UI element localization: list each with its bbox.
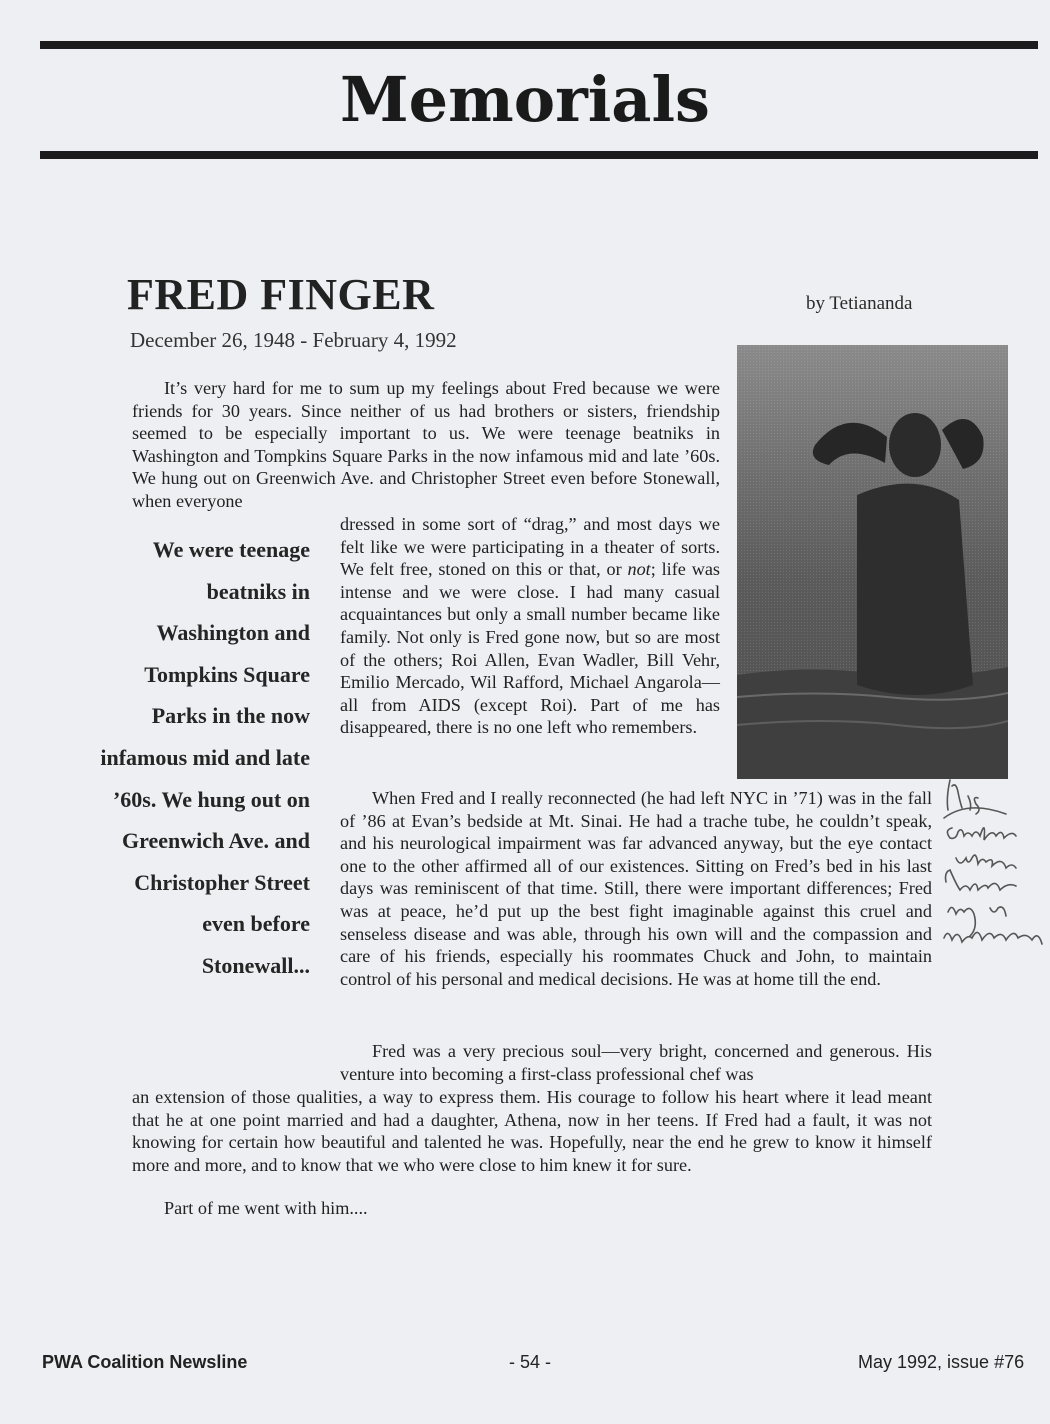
paragraph-3-text-a: Fred was a very precious soul—very bright, concerned and generous. His venture into becoming a first-class professional chef was bbox=[340, 1041, 932, 1084]
pull-quote: We were teenage beatniks in Washington and Tompkins Square Parks in the now infamous mid and late ’60s. We hung out on Greenwich Ave. and Christopher Street even before Stonewall... bbox=[100, 537, 310, 978]
photo-figure-illustration bbox=[737, 345, 1008, 779]
emphasis-not: not bbox=[627, 559, 651, 580]
footer-publication: PWA Coalition Newsline bbox=[42, 1352, 248, 1372]
paragraph-3 bbox=[340, 1040, 932, 1085]
top-rule bbox=[40, 41, 1038, 49]
paragraph-3-text-b: an extension of those qualities, a way to express them. His courage to follow his heart where it lead meant that he at one point married and had a daughter, Athena, now in her teens. If Fred had a fault, it was not knowing for certain how beautiful and talented he was. Hopefully, near the end he grew to know it himself more and more, and to know that we who were close to him knew it for sure. bbox=[132, 1087, 932, 1175]
footer-issue: May 1992, issue #76 bbox=[858, 1352, 1025, 1372]
paragraph-1-continued bbox=[340, 513, 720, 739]
byline: by Tetiananda bbox=[806, 293, 913, 314]
bottom-rule bbox=[40, 151, 1038, 159]
paragraph-1-text: It’s very hard for me to sum up my feelings about Fred because we were friends for 30 years. Since neither of us had brothers or sisters, friendship seemed to be especially important to us. We were teenage beatniks in Washington and Tompkins Square Parks in the now infamous mid and late ’60s. We hung out on Greenwich Ave. and Christopher Street even before Stonewall, when everyone bbox=[132, 378, 720, 511]
closing-line-text: Part of me went with him.... bbox=[164, 1198, 368, 1218]
handwritten-annotation bbox=[942, 778, 1050, 958]
paragraph-2-text: When Fred and I really reconnected (he had left NYC in ’71) was in the fall of ’86 at Evan’s bedside at Mt. Sinai. He had a trache tube, he couldn’t speak, and his neurological impairment was far advanced anyway, but the eye contact one to the other affirmed all of our existences. Sitting on Fred’s bed in his last days was reminiscent of that time. Still, there were important differences; Fred was at peace, he’d put up the best fight imaginable against this cruel and senseless disease and was able, through his own will and the compassion and care of his friends, especially his roommates Chuck and John, to maintain control of his personal and medical decisions. He was at home till the end. bbox=[340, 788, 932, 989]
paragraph-2 bbox=[340, 787, 932, 990]
paragraph-1-continued-text-b: ; life was intense and we were close. I had many casual acquaintances but only a small number became like family. Not only is Fred gone now, but so are most of the others; Roi Allen, Evan Wadler, Bill Vehr, Emilio Mercado, Wil Rafford, Michael Angarola—all from AIDS (except Roi). Part of me has disappeared, there is no one left who remembers. bbox=[340, 559, 720, 738]
paragraph-1 bbox=[132, 377, 720, 513]
portrait-photo bbox=[737, 345, 1008, 779]
closing-line bbox=[132, 1197, 732, 1220]
life-dates: December 26, 1948 - February 4, 1992 bbox=[130, 328, 457, 352]
paragraph-3-continued bbox=[132, 1086, 932, 1176]
paragraph-1-continued-text-a: dressed in some sort of “drag,” and most days we felt like we were participating in a theater of sorts. We felt free, stoned on this or that, or bbox=[340, 514, 720, 580]
footer-page-number: - 54 - bbox=[509, 1352, 552, 1372]
article-name-heading: FRED FINGER bbox=[127, 270, 435, 319]
handwriting-scribble bbox=[942, 778, 1050, 958]
section-title: Memorials bbox=[340, 63, 710, 136]
